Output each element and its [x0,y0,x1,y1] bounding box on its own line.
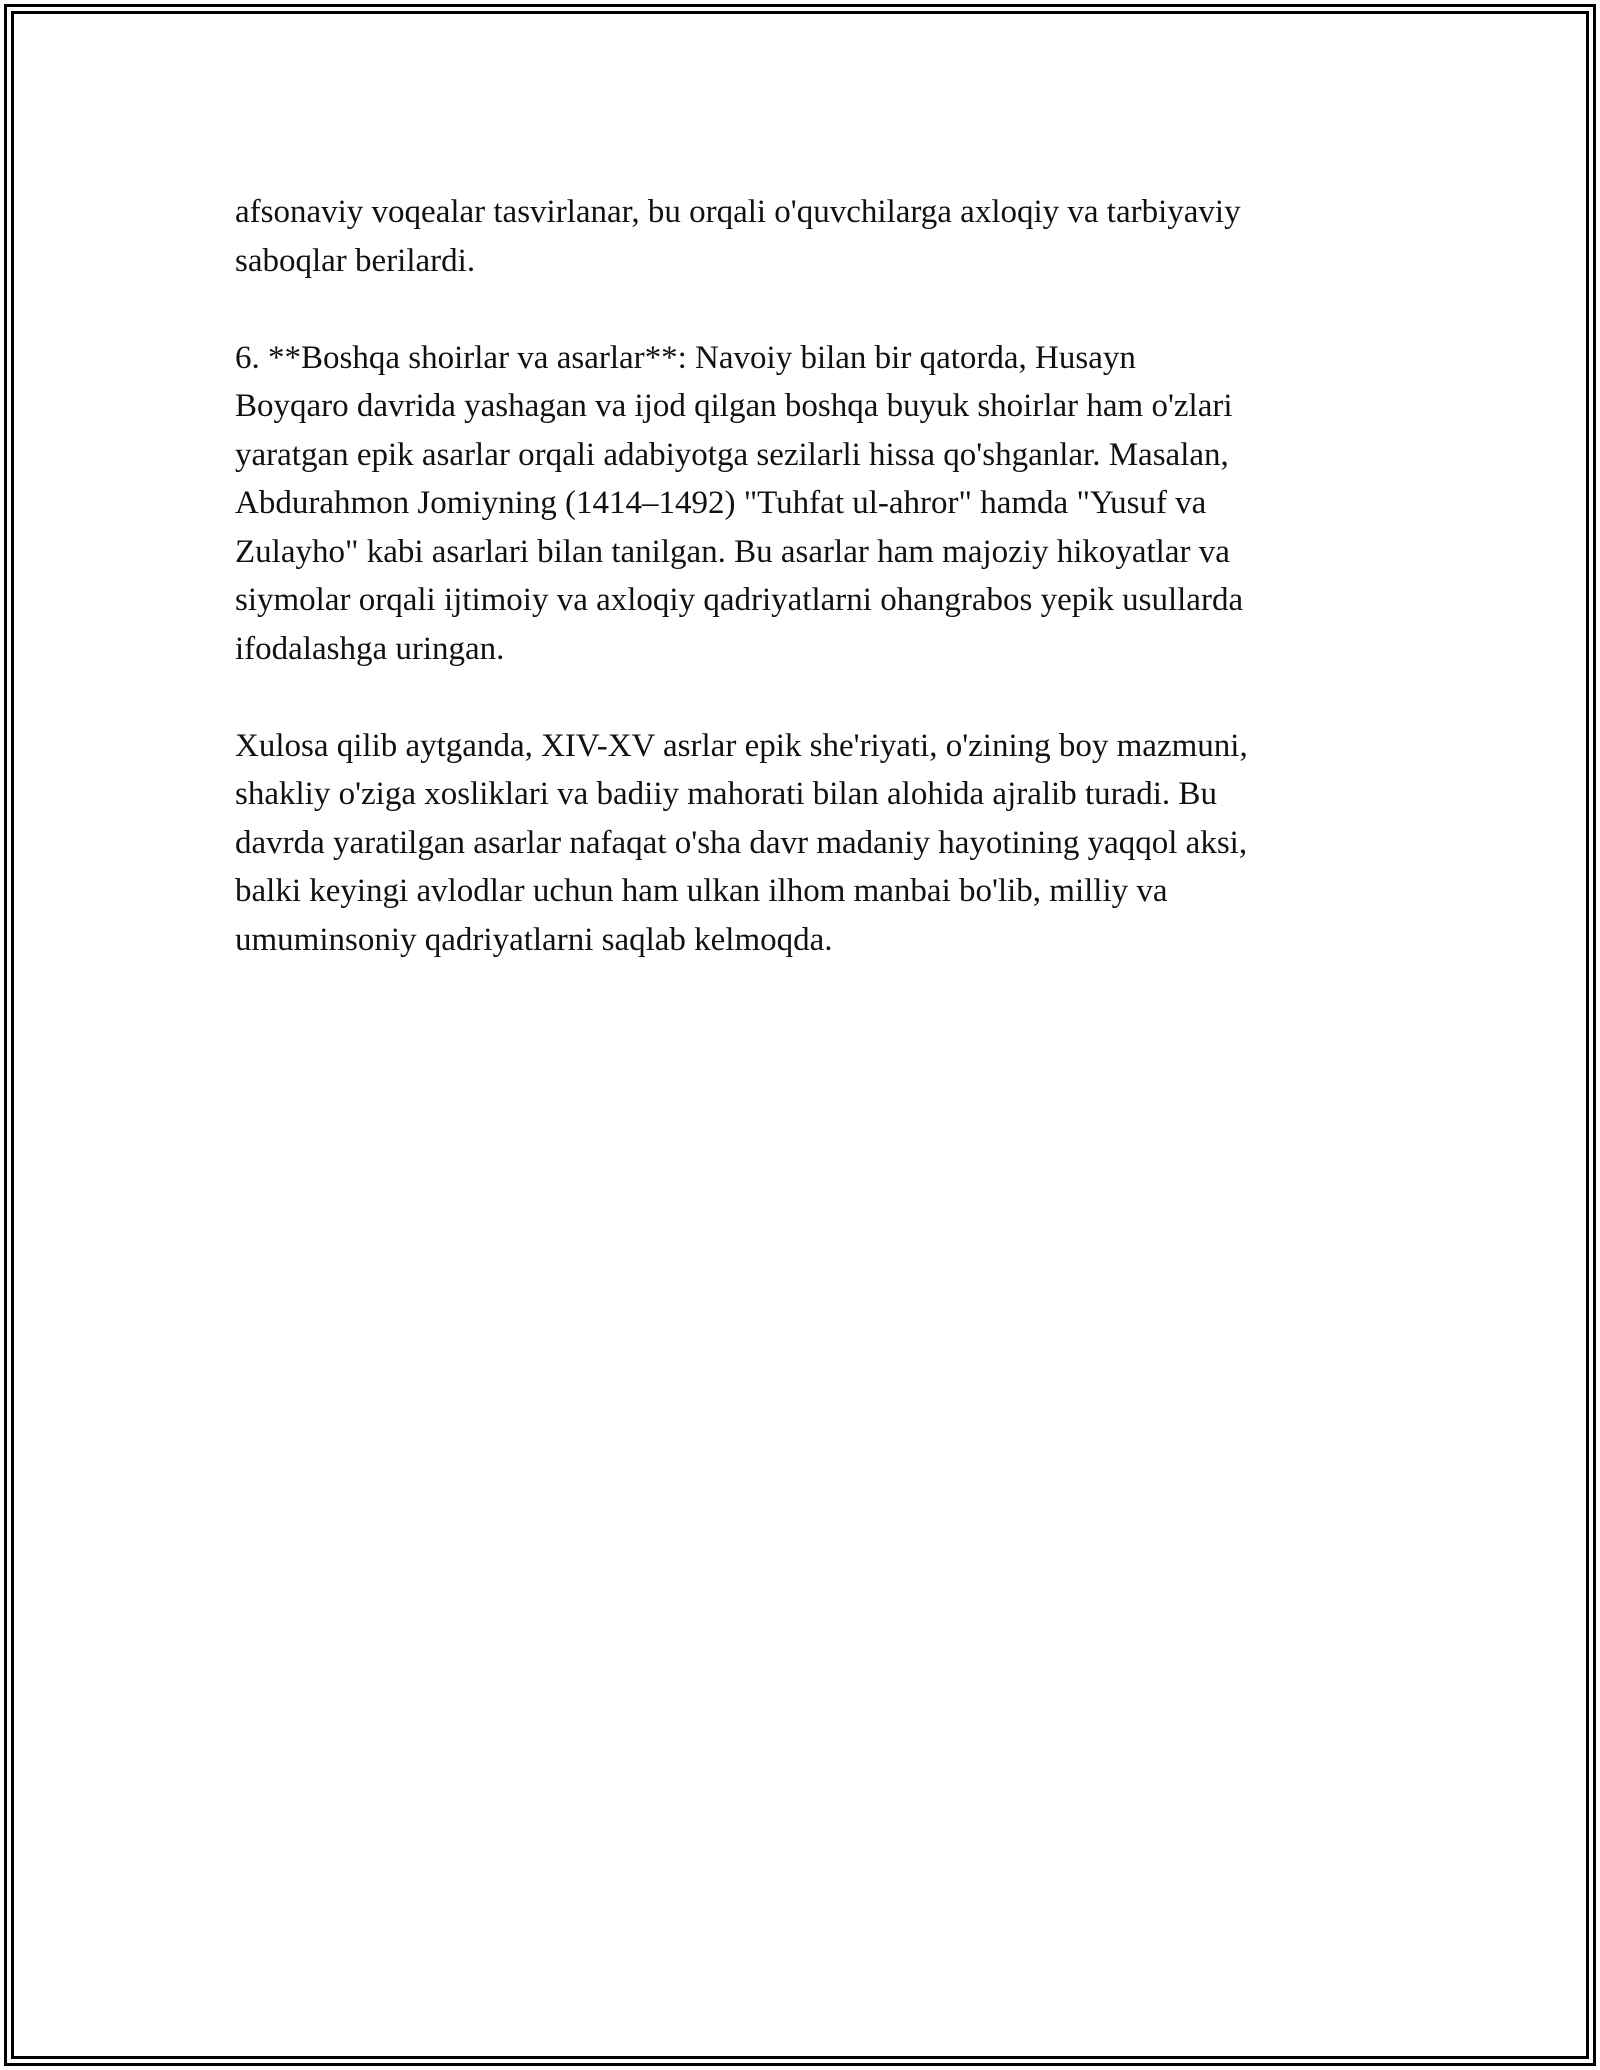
paragraph-other-poets: 6. **Boshqa shoirlar va asarlar**: Navoiy bilan bir qatorda, Husayn Boyqaro davrida yashagan va ijod qilgan boshqa buyuk shoirlar ham o'zlari yaratgan epik asarlar orqali adabiyotga sezilarli hissa qo'shganlar. Masalan, Abdurahmon Jomiyning (1414–1492) "Tuhfat ul-ahror" hamda "Yusuf va Zulayho" kabi asarlari bilan tanilgan. Bu asarlar ham majoziy hikoyatlar va siymolar orqali ijtimoiy va axloqiy qadriyatlarni ohangrabos yepik usullarda ifodalashga uringan. [235,339,1244,667]
paragraph-conclusion: Xulosa qilib aytganda, XIV-XV asrlar epik she'riyati, o'zining boy mazmuni, shakliy o'ziga xosliklari va badiiy mahorati bilan alohida ajralib turadi. Bu davrda yaratilgan asarlar nafaqat o'sha davr madaniy hayotining yaqqol aksi, balki keyingi avlodlar uchun ham ulkan ilhom manbai bo'lib, milliy va umuminsoniy qadriyatlarni saqlab kelmoqda. [235,727,1248,958]
document-body [235,188,1395,1013]
paragraph-continuation: afsonaviy voqealar tasvirlanar, bu orqali o'quvchilarga axloqiy va tarbiyaviy saboqlar berilardi. [235,194,1241,279]
